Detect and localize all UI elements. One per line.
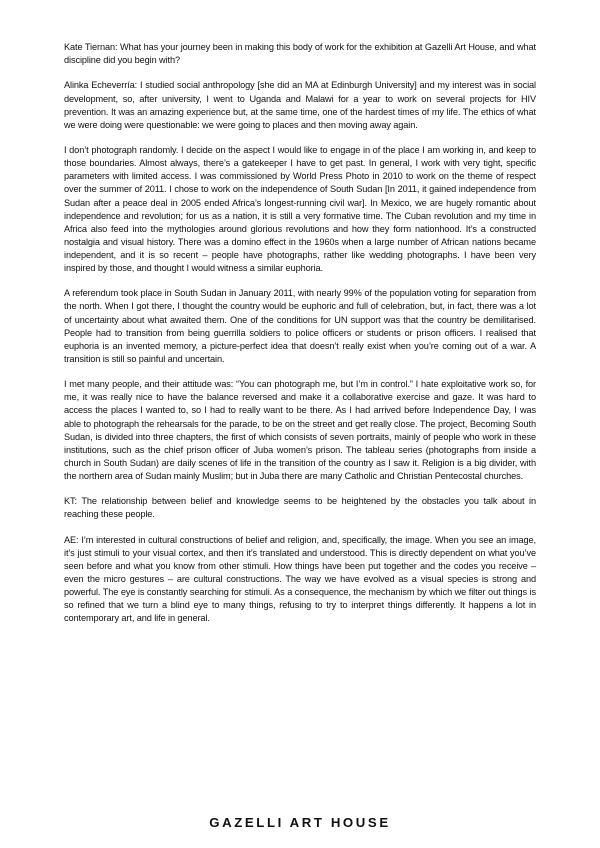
footer-brand: GAZELLI ART HOUSE <box>209 815 391 830</box>
body-paragraph: I don’t photograph randomly. I decide on the aspect I would like to engage in of the place I am working in, and keep to those boundaries. Almost always, there’s a gatekeeper I have to get past. In general, I work with very tight, specific parameters with limited access. I was commissioned by World Press Photo in 2010 to work on the theme of respect over the summer of 2011. I chose to work on the independence of South Sudan [In 2011, it gained independence from Sudan after a peace deal in 2005 ended Africa’s longest-running civil war]. In Mexico, we are hugely romantic about independence and revolution; for us as a nation, it is still a very formative time. The Cuban revolution and my time in Africa also feed into the mythologies around glorious revolutions and how they form nationhood. It’s a constructed nostalgia and visual history. There was a domino effect in the 1960s when a large number of African nations became independent, and it is so recent – people have photographs, rather like wedding photographs. I have been very inspired by those, and thought I would witness a similar euphoria. <box>64 145 536 273</box>
question-paragraph: Kate Tiernan: What has your journey been in making this body of work for the exhibition at Gazelli Art House, and what discipline did you begin with? <box>64 42 536 66</box>
body-paragraph: I met many people, and their attitude was: “You can photograph me, but I’m in control.” I hate exploitative work so, for me, it was really nice to have the balance reversed and make it a collaborative exercise and gaze. It was hard to access the places I wanted to, so I had to really want to be there. As I had arrived before Independence Day, I was able to photograph the rehearsals for the parade, to be on the street and get really close. The project, Becoming South Sudan, is divided into three chapters, the first of which consists of seven portraits, mainly of people who work in these institutions, such as the chief prison officer of Juba women’s prison. The tableau series (photographs from inside a church in South Sudan) are daily scenes of life in the transition of the country as I saw it. Religion is a big divider, with the northern area of Sudan mainly Muslim; but in Juba there are many Catholic and Christian Pentecostal churches. <box>64 379 536 481</box>
answer-paragraph: Alinka Echeverría: I studied social anthropology [she did an MA at Edinburgh University] and my interest was in social development, so, after university, I went to Uganda and Malawi for a year to work on several projects for HIV prevention. It was an amazing experience but, at the same time, one of the hardest times of my life. The ethics of what we were doing were questionable: we were going to places and then moving away again. <box>64 80 536 130</box>
answer-paragraph: AE: I’m interested in cultural constructions of belief and religion, and, specifically, the image. When you see an image, it’s just stimuli to your visual cortex, and then it’s translated and understood. This is directly dependent on what you’ve seen before and what you know from other stimuli. How things have been put together and the codes you receive – even the micro gestures – are cultural constructions. The way we have evolved as a visual species is strong and powerful. The eye is constantly searching for stimuli. As a consequence, the mechanism by which we filter out things is so refined that we turn a blind eye to many things, refusing to try to interpret things differently. It happens a lot in contemporary art, and life in general. <box>64 534 536 624</box>
interview-body <box>64 41 536 638</box>
body-paragraph: A referendum took place in South Sudan in January 2011, with nearly 99% of the population voting for separation from the north. When I got there, I thought the country would be euphoric and full of celebration, but, in fact, there was a lot of uncertainty about what awaited them. One of the conditions for UN support was that the country be demilitarised. People had to transition from being guerrilla soldiers to police officers or students or prison officers. I realised that euphoria is an invented memory, a picture-perfect idea that doesn’t really exist when you’re coming out of a war. A transition is still so painful and uncertain. <box>64 288 536 364</box>
question-paragraph: KT: The relationship between belief and knowledge seems to be heightened by the obstacles you talk about in reaching these people. <box>64 496 536 520</box>
